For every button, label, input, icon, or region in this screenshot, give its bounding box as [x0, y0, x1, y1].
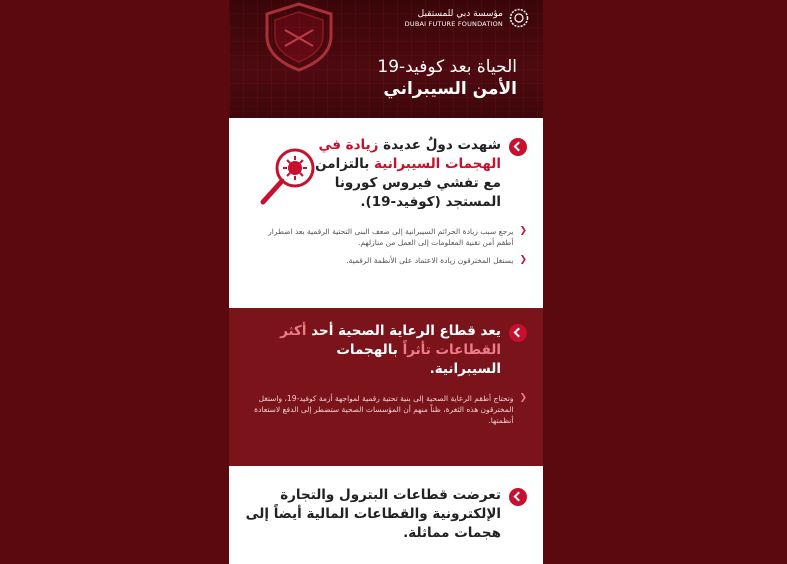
- shield-icon: [255, 0, 343, 72]
- infographic: [229, 0, 543, 541]
- list-item: [251, 226, 527, 248]
- logo-mark-icon: [509, 8, 529, 28]
- list-item: [251, 255, 527, 266]
- hero-title: [377, 56, 517, 100]
- section-cyberattacks-increase: [229, 118, 543, 308]
- heading-text: بالتزامن مع تفشي فيروس كورونا المستجد (كوفيد-19).: [315, 156, 501, 210]
- list-item: [251, 393, 527, 426]
- hero-banner: [229, 0, 543, 118]
- chevron-bullet-icon: [509, 324, 527, 342]
- list-item-text: وتحتاج أطقم الرعاية الصحية إلى بنية تحتية رقمية لمواجهة أزمة كوفيد-19، واستغل المخترقون هذه الثغرة، ظناً منهم أن المؤسسات الصحية ستضطر إلى الدفع لاستعادة أنظمتها.: [254, 394, 514, 425]
- heading-highlight: زيادة في الهجمات السيبرانية: [318, 137, 501, 172]
- heading-highlight: أكثر القطاعات تأثراً: [280, 323, 501, 358]
- section-heading: [261, 322, 501, 379]
- title-line-1: الحياة بعد كوفيد-19: [377, 57, 517, 77]
- list-item-text: يستغل المخترقون زيادة الاعتماد على الأنظمة الرقمية.: [346, 256, 514, 265]
- section-other-sectors: [229, 466, 543, 564]
- bullet-list: [245, 226, 527, 266]
- section-healthcare: [229, 308, 543, 466]
- logo-arabic-text: مؤسسة دبي للمستقبل: [417, 8, 503, 19]
- list-item-text: يرجع سبب زيادة الجرائم السيبرانية إلى ضعف البنى التحتية الرقمية بعد اضطرار أطقم أمن تقنية المعلومات إلى العمل من منازلهم.: [268, 227, 514, 247]
- heading-text: شهدت دولٌ عديدة: [378, 137, 501, 153]
- logo-english-text: DUBAI FUTURE FOUNDATION: [404, 19, 503, 28]
- chevron-left-icon: ❮: [519, 393, 527, 403]
- section-heading: تعرضت قطاعات البترول والتجارة الإلكترونية والقطاعات المالية أيضاً إلى هجمات مماثلة.: [245, 487, 501, 541]
- title-line-2: الأمن السيبراني: [383, 79, 517, 99]
- section-heading: [301, 136, 501, 212]
- chevron-left-icon: ❮: [519, 226, 527, 236]
- chevron-left-icon: ❮: [519, 255, 527, 265]
- chevron-bullet-icon: [509, 488, 527, 506]
- dubai-future-foundation-logo: [405, 8, 529, 28]
- heading-text: يعد قطاع الرعاية الصحية أحد: [306, 323, 501, 339]
- magnifier-virus-icon: [253, 140, 325, 212]
- chevron-bullet-icon: [509, 138, 527, 156]
- bullet-list: [245, 393, 527, 426]
- heading-text: بالهجمات السيبرانية.: [336, 342, 501, 377]
